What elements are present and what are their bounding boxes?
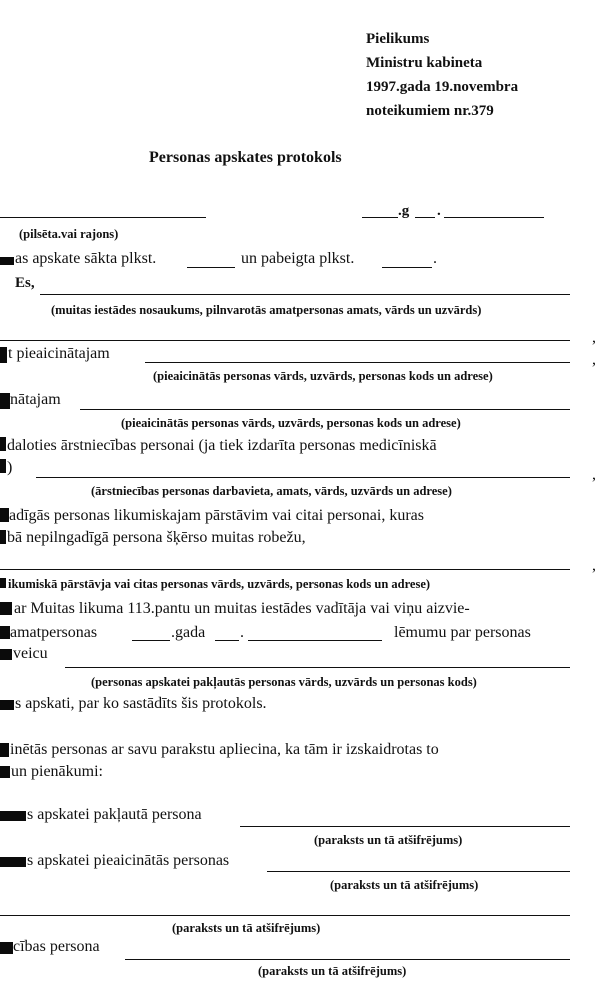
official-field-line-2[interactable] (0, 340, 570, 341)
scan-mark (0, 257, 14, 265)
medical-field[interactable] (36, 477, 570, 478)
start-time-line[interactable] (187, 267, 235, 268)
medical-label-end: ) (7, 459, 13, 476)
month-field-line[interactable] (444, 217, 544, 218)
year-suffix: .g (398, 203, 410, 219)
law-official-label: amatpersonas (10, 624, 98, 641)
header-line-date: 1997.gada 19.novembra (366, 79, 519, 95)
decision-year-label: .gada (171, 624, 206, 641)
scan-mark (0, 530, 6, 544)
representative-caption: ikumiskā pārstāvja vai citas personas vārds, uzvārds, personas kods un adrese) (8, 577, 431, 591)
invited-field-1[interactable] (145, 362, 570, 363)
law-label: ar Muitas likuma 113.pantu un muitas iestādes vadītāja vai viņu aizvie- (14, 600, 470, 617)
invited-persons-label: s apskatei pieaicinātās personas (27, 852, 230, 869)
representative-field[interactable] (0, 569, 570, 570)
scan-mark (0, 857, 26, 867)
header-line-regulation: noteikumiem nr.379 (366, 103, 494, 119)
scan-mark (0, 649, 12, 660)
decision-label: lēmumu par personas (394, 624, 531, 641)
scan-mark (0, 578, 6, 588)
decision-day-field[interactable] (215, 640, 239, 641)
signature-caption-2: (paraksts un tā atšifrējums) (330, 878, 479, 892)
perform-label: veicu (13, 645, 48, 662)
invited-signature-field-2[interactable] (0, 915, 570, 916)
scan-mark (0, 942, 13, 954)
sign-statement: inētās personas ar savu parakstu apliecina, ka tām ir izskaidrotas to (10, 741, 439, 758)
header-line-appendix: Pielikums (366, 31, 430, 47)
invited-caption-1: (pieaicinātās personas vārds, uzvārds, personas kods un adrese) (153, 369, 493, 383)
comma-3: , (592, 466, 596, 483)
scan-mark (0, 743, 9, 757)
comma-1: , (592, 329, 596, 346)
comma-4: , (592, 557, 596, 574)
medical-caption: (ārstniecības personas darbavieta, amats, vārds, uzvārds un adrese) (91, 484, 452, 498)
scan-mark (0, 459, 6, 473)
scan-mark (0, 602, 12, 615)
decision-month-field[interactable] (248, 640, 382, 641)
scan-mark (0, 393, 10, 409)
city-caption: (pilsēta.vai rajons) (19, 227, 119, 241)
subject-caption: (personas apskatei pakļautās personas vārds, uzvārds un personas kods) (91, 675, 477, 689)
exam-done-label: s apskati, par ko sastādīts šis protokols. (15, 695, 267, 712)
decision-year-field[interactable] (132, 640, 170, 641)
comma-2: , (592, 351, 596, 368)
scan-mark (0, 700, 14, 710)
scan-mark (0, 508, 9, 522)
ended-label: un pabeigta plkst. (241, 250, 355, 267)
signature-caption-1: (paraksts un tā atšifrējums) (314, 833, 463, 847)
started-label: as apskate sākta plkst. (15, 250, 157, 267)
sign-statement-2: un pienākumi: (11, 763, 103, 780)
invited-label-2: nātajam (10, 391, 61, 408)
invited-field-2[interactable] (80, 409, 570, 410)
invited-signature-field[interactable] (267, 871, 570, 872)
official-field-line[interactable] (40, 294, 570, 295)
medical-label: daloties ārstniecības personai (ja tiek izdarīta personas medicīniskā (7, 437, 437, 454)
page-title: Personas apskates protokols (149, 149, 342, 166)
signature-caption-4: (paraksts un tā atšifrējums) (258, 964, 407, 978)
customs-caption: (muitas iestādes nosaukums, pilnvarotās amatpersonas amats, vārds un uzvārds) (51, 303, 482, 317)
header-line-cabinet: Ministru kabineta (366, 55, 483, 71)
year-field-line[interactable] (362, 217, 398, 218)
signature-caption-3: (paraksts un tā atšifrējums) (172, 921, 321, 935)
scan-mark (0, 766, 10, 778)
minor-label-2: bā nepilngadīgā persona šķērso muitas robežu, (7, 529, 306, 546)
medical-signature-field[interactable] (125, 959, 570, 960)
es-label: Es, (15, 275, 35, 291)
date-dot: . (437, 203, 441, 219)
subject-person-label: s apskatei pakļautā persona (27, 806, 202, 823)
subject-field[interactable] (65, 667, 570, 668)
scan-mark (0, 626, 10, 639)
ended-period: . (433, 250, 437, 267)
decision-dot: . (240, 624, 244, 641)
scan-mark (0, 347, 7, 363)
subject-signature-field[interactable] (240, 826, 570, 827)
day-field-line[interactable] (415, 217, 435, 218)
scan-mark (0, 437, 6, 451)
medical-person-label: cības persona (13, 938, 100, 955)
invited-label-1: t pieaicinātajam (8, 345, 110, 362)
end-time-line[interactable] (382, 267, 432, 268)
city-field-line[interactable] (0, 217, 206, 218)
scan-mark (0, 811, 26, 821)
minor-label: adīgās personas likumiskajam pārstāvim vai citai personai, kuras (9, 507, 424, 524)
invited-caption-2: (pieaicinātās personas vārds, uzvārds, personas kods un adrese) (121, 416, 461, 430)
